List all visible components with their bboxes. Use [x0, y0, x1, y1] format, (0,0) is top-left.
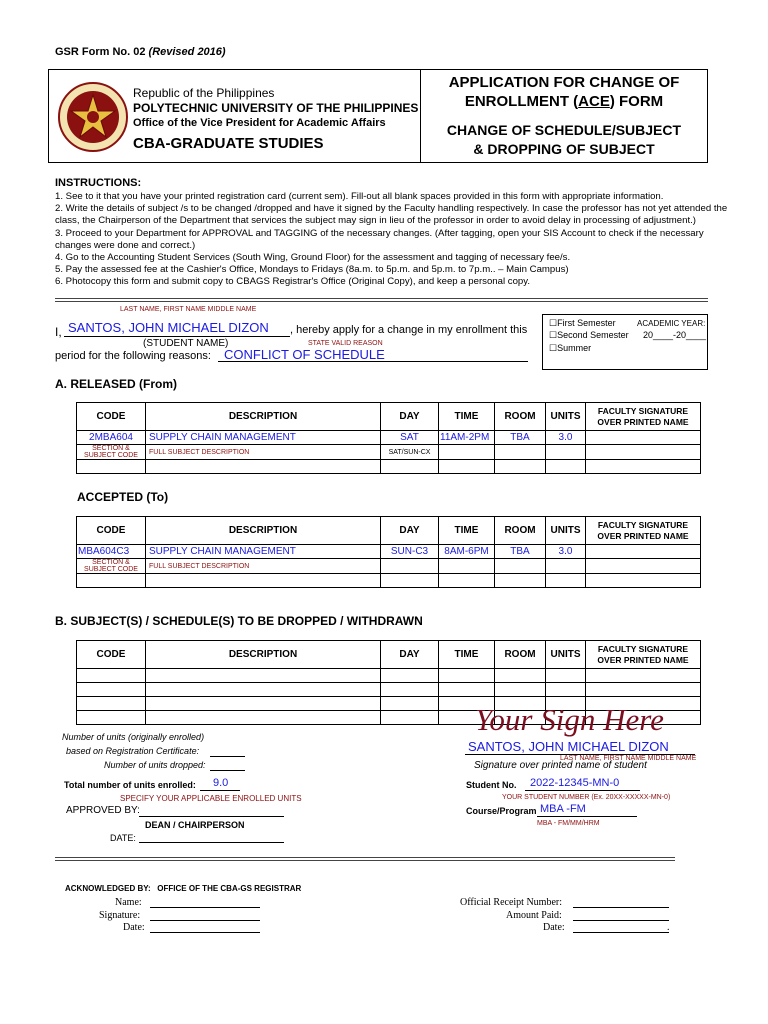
- units-cell[interactable]: 3.0: [546, 431, 586, 445]
- table-row: [77, 574, 701, 588]
- republic-text: Republic of the Philippines: [133, 86, 275, 100]
- description-cell[interactable]: [146, 460, 381, 474]
- separator-line: [55, 298, 708, 302]
- col-units: UNITS: [546, 517, 586, 545]
- receipt-label: Official Receipt Number:: [460, 897, 563, 908]
- col-day: DAY: [381, 403, 439, 431]
- time-cell[interactable]: 8AM-6PM: [439, 545, 495, 559]
- col-room: ROOM: [495, 641, 546, 669]
- separator-line: [55, 857, 675, 861]
- total-units-field[interactable]: 9.0: [213, 777, 229, 789]
- col-day: DAY: [381, 641, 439, 669]
- col-time: TIME: [439, 403, 495, 431]
- description-hint-cell: FULL SUBJECT DESCRIPTION: [146, 445, 381, 460]
- description-cell[interactable]: SUPPLY CHAIN MANAGEMENT: [146, 545, 381, 559]
- reg-signature-label: Signature:: [99, 910, 141, 921]
- student-no-label: Student No.: [466, 780, 517, 790]
- form-title-line2: ENROLLMENT (ACE) FORM: [464, 93, 664, 110]
- code-hint-cell: SECTION & SUBJECT CODE: [77, 445, 146, 460]
- course-label: Course/Program: [466, 806, 537, 816]
- col-code: CODE: [77, 641, 146, 669]
- faculty-cell[interactable]: [586, 683, 701, 697]
- table-row: [77, 460, 701, 474]
- description-cell[interactable]: [146, 669, 381, 683]
- table-header: [77, 641, 701, 669]
- instruction-line: 2. Write the details of subject /s to be changed /dropped and have it signed by the Faculty handling respectively. In case the professor has not yet attended the: [55, 203, 728, 215]
- room-cell[interactable]: [495, 445, 546, 460]
- reg-date-label: Date:: [123, 922, 145, 933]
- office-name: Office of the Vice President for Academic Affairs: [133, 117, 386, 129]
- instruction-line: changes were done and correct.): [55, 239, 196, 251]
- room-cell[interactable]: TBA: [495, 431, 546, 445]
- units-cell[interactable]: [546, 669, 586, 683]
- approval-date-field[interactable]: [139, 842, 284, 843]
- col-time: TIME: [439, 641, 495, 669]
- printed-name-hint: LAST NAME, FIRST NAME MIDDLE NAME: [560, 755, 697, 762]
- approved-by-label: APPROVED BY:: [66, 805, 140, 816]
- day-cell[interactable]: [381, 683, 439, 697]
- code-cell[interactable]: [77, 711, 146, 725]
- code-cell[interactable]: [77, 669, 146, 683]
- academic-year-label: ACADEMIC YEAR:: [637, 319, 706, 328]
- col-room: ROOM: [495, 517, 546, 545]
- reg-name-field[interactable]: [150, 907, 260, 908]
- reg-date-field[interactable]: [150, 932, 260, 933]
- revised-note: (Revised 2016): [148, 46, 226, 58]
- units-cell[interactable]: [546, 574, 586, 588]
- student-name-label: (STUDENT NAME): [143, 338, 229, 349]
- time-cell[interactable]: [439, 460, 495, 474]
- description-cell[interactable]: [146, 697, 381, 711]
- col-units: UNITS: [546, 403, 586, 431]
- col-code: CODE: [77, 517, 146, 545]
- checkbox-icon: ☐: [549, 330, 558, 340]
- receipt-field[interactable]: [573, 907, 669, 908]
- form-subtitle-line2: & DROPPING OF SUBJECT: [473, 141, 655, 157]
- col-code: CODE: [77, 403, 146, 431]
- student-name-field[interactable]: SANTOS, JOHN MICHAEL DIZON: [68, 320, 269, 335]
- description-cell[interactable]: [146, 683, 381, 697]
- orig-units-label2: based on Registration Certificate:: [66, 746, 200, 756]
- day-cell[interactable]: [381, 574, 439, 588]
- col-description: DESCRIPTION: [146, 517, 381, 545]
- col-description: DESCRIPTION: [146, 641, 381, 669]
- time-cell[interactable]: [439, 574, 495, 588]
- table-row: [77, 559, 701, 574]
- approval-date-label: DATE:: [110, 833, 136, 843]
- period-text: period for the following reasons:: [55, 350, 211, 362]
- faculty-cell[interactable]: [586, 559, 701, 574]
- orig-units-field[interactable]: [210, 756, 245, 757]
- time-cell[interactable]: 11AM-2PM: [439, 431, 495, 445]
- day-cell[interactable]: [381, 559, 439, 574]
- registrar-office: OFFICE OF THE CBA-GS REGISTRAR: [157, 884, 302, 893]
- description-cell[interactable]: [146, 711, 381, 725]
- table-row: [77, 683, 701, 697]
- description-hint-cell: FULL SUBJECT DESCRIPTION: [146, 559, 381, 574]
- section-a-title: A. RELEASED (From): [55, 377, 178, 391]
- code-cell[interactable]: [77, 697, 146, 711]
- description-cell[interactable]: SUPPLY CHAIN MANAGEMENT: [146, 431, 381, 445]
- reg-signature-field[interactable]: [150, 920, 260, 921]
- faculty-cell[interactable]: [586, 445, 701, 460]
- faculty-cell[interactable]: [586, 574, 701, 588]
- university-name: POLYTECHNIC UNIVERSITY OF THE PHILIPPINES: [133, 101, 419, 115]
- dropped-units-label: Number of units dropped:: [104, 760, 206, 770]
- i-label: I,: [55, 325, 62, 339]
- reason-field[interactable]: CONFLICT OF SCHEDULE: [224, 347, 385, 362]
- time-cell[interactable]: [439, 559, 495, 574]
- day-cell[interactable]: SUN-C3: [381, 545, 439, 559]
- first-semester-option[interactable]: ☐First Semester: [549, 318, 616, 328]
- col-description: DESCRIPTION: [146, 403, 381, 431]
- table-row: [77, 545, 701, 559]
- instructions-heading: INSTRUCTIONS:: [55, 177, 142, 189]
- student-no-field[interactable]: 2022-12345-MN-0: [530, 777, 620, 789]
- accepted-table: [76, 516, 701, 588]
- day-cell[interactable]: [381, 669, 439, 683]
- checkbox-icon: ☐: [549, 343, 558, 353]
- code-cell[interactable]: MBA604C3: [77, 545, 146, 559]
- summer-option[interactable]: ☐Summer: [549, 343, 592, 353]
- col-time: TIME: [439, 517, 495, 545]
- col-faculty: FACULTY SIGNATURE OVER PRINTED NAME: [586, 641, 701, 669]
- units-cell[interactable]: [546, 559, 586, 574]
- approver-line[interactable]: [139, 816, 284, 817]
- total-units-hint: SPECIFY YOUR APPLICABLE ENROLLED UNITS: [120, 794, 302, 803]
- time-cell[interactable]: [439, 669, 495, 683]
- day-cell[interactable]: SAT: [381, 431, 439, 445]
- signature-caption: Signature over printed name of student: [474, 760, 647, 771]
- sign-here-mark: Your Sign Here: [475, 702, 664, 737]
- room-cell[interactable]: [495, 574, 546, 588]
- checkbox-icon: ☐: [549, 318, 558, 328]
- col-room: ROOM: [495, 403, 546, 431]
- course-line: [537, 816, 637, 817]
- form-number: GSR Form No. 02 (Revised 2016): [55, 46, 226, 58]
- table-row: [77, 669, 701, 683]
- name-line: [64, 336, 290, 337]
- faculty-cell[interactable]: [586, 460, 701, 474]
- acknowledged-label: ACKNOWLEDGED BY: OFFICE OF THE CBA-GS REGISTRAR: [65, 884, 302, 893]
- time-cell[interactable]: [439, 683, 495, 697]
- day-cell[interactable]: [381, 711, 439, 725]
- code-cell[interactable]: 2MBA604: [77, 431, 146, 445]
- amount-field[interactable]: [573, 920, 669, 921]
- units-cell[interactable]: [546, 683, 586, 697]
- total-units-line: [200, 790, 240, 791]
- room-cell[interactable]: [495, 460, 546, 474]
- amount-label: Amount Paid:: [506, 910, 562, 921]
- room-cell[interactable]: [495, 559, 546, 574]
- reg-name-label: Name:: [115, 897, 142, 908]
- code-cell[interactable]: [77, 460, 146, 474]
- faculty-cell[interactable]: [586, 431, 701, 445]
- second-semester-option[interactable]: ☐Second Semester: [549, 330, 629, 340]
- description-cell[interactable]: [146, 574, 381, 588]
- instruction-line: 6. Photocopy this form and submit copy to CBAGS Registrar's Office (Original Copy), and keep a personal copy.: [55, 276, 530, 288]
- name-hint: LAST NAME, FIRST NAME MIDDLE NAME: [120, 306, 257, 313]
- time-cell[interactable]: [439, 445, 495, 460]
- dept-name: CBA-GRADUATE STUDIES: [133, 135, 324, 152]
- instruction-line: 5. Pay the assessed fee at the Cashier's Office, Mondays to Fridays (8a.m. to 5p.m. and 5p.m. to 7p.m.. – Main Campus): [55, 264, 569, 276]
- apply-text: , hereby apply for a change in my enrollment this: [290, 324, 528, 336]
- form-title-line1: APPLICATION FOR CHANGE OF: [448, 74, 680, 91]
- reason-hint: STATE VALID REASON: [308, 340, 383, 347]
- university-seal-icon: [58, 82, 128, 152]
- instructions-list: [55, 191, 727, 289]
- course-field[interactable]: MBA -FM: [540, 803, 586, 815]
- day-cell[interactable]: [381, 697, 439, 711]
- orig-units-label: Number of units (originally enrolled): [62, 732, 205, 742]
- table-header: [77, 403, 701, 431]
- col-faculty: FACULTY SIGNATURE OVER PRINTED NAME: [586, 517, 701, 545]
- academic-year-field[interactable]: 20____-20____: [643, 330, 707, 340]
- faculty-cell[interactable]: [586, 669, 701, 683]
- units-cell[interactable]: [546, 445, 586, 460]
- code-cell[interactable]: [77, 574, 146, 588]
- date2-label: Date:: [543, 922, 565, 933]
- section-b-title: B. SUBJECT(S) / SCHEDULE(S) TO BE DROPPED / WITHDRAWN: [55, 614, 423, 628]
- col-faculty: FACULTY SIGNATURE OVER PRINTED NAME: [586, 403, 701, 431]
- instruction-line: 4. Go to the Accounting Student Services (South Wing, Ground Floor) for the assessment and tagging of necessary fee/s.: [55, 252, 571, 264]
- day-cell[interactable]: [381, 460, 439, 474]
- printed-name-field[interactable]: SANTOS, JOHN MICHAEL DIZON: [468, 739, 669, 754]
- units-cell[interactable]: 3.0: [546, 545, 586, 559]
- day-hint-cell: SAT/SUN-CX: [381, 445, 439, 460]
- table-row: [77, 431, 701, 445]
- student-no-hint: YOUR STUDENT NUMBER (Ex. 20XX-XXXXX-MN-0): [502, 794, 671, 801]
- code-hint-cell: SECTION & SUBJECT CODE: [77, 559, 146, 574]
- total-units-label: Total number of units enrolled:: [64, 780, 196, 790]
- dean-label: DEAN / CHAIRPERSON: [145, 820, 245, 830]
- room-cell[interactable]: [495, 669, 546, 683]
- room-cell[interactable]: TBA: [495, 545, 546, 559]
- course-hint: MBA - FM/MM/HRM: [537, 820, 600, 827]
- col-units: UNITS: [546, 641, 586, 669]
- room-cell[interactable]: [495, 683, 546, 697]
- instruction-line: 1. See to it that you have your printed registration card (current sem). Fill-out all blank spaces provided in this form with appropriate information.: [55, 191, 664, 202]
- instruction-line: 3. Proceed to your Department for APPROVAL and TAGGING of the necessary changes. (After tagging, open your SIS Account to check if the necessary: [55, 227, 704, 239]
- dropped-units-field[interactable]: [210, 770, 245, 771]
- date2-field[interactable]: [573, 932, 669, 933]
- table-row: [77, 445, 701, 460]
- released-table: [76, 402, 701, 474]
- form-subtitle-line1: CHANGE OF SCHEDULE/SUBJECT: [446, 122, 682, 138]
- units-cell[interactable]: [546, 460, 586, 474]
- accepted-title: ACCEPTED (To): [77, 490, 169, 504]
- col-day: DAY: [381, 517, 439, 545]
- code-cell[interactable]: [77, 683, 146, 697]
- faculty-cell[interactable]: [586, 545, 701, 559]
- student-no-line: [525, 790, 640, 791]
- date2-dot: .: [667, 922, 670, 933]
- table-header: [77, 517, 701, 545]
- instruction-line: class, the Chairperson of the Department that services the subject may sign in lieu of the professor in order to avoid delay in processing of adjustment.): [55, 215, 696, 227]
